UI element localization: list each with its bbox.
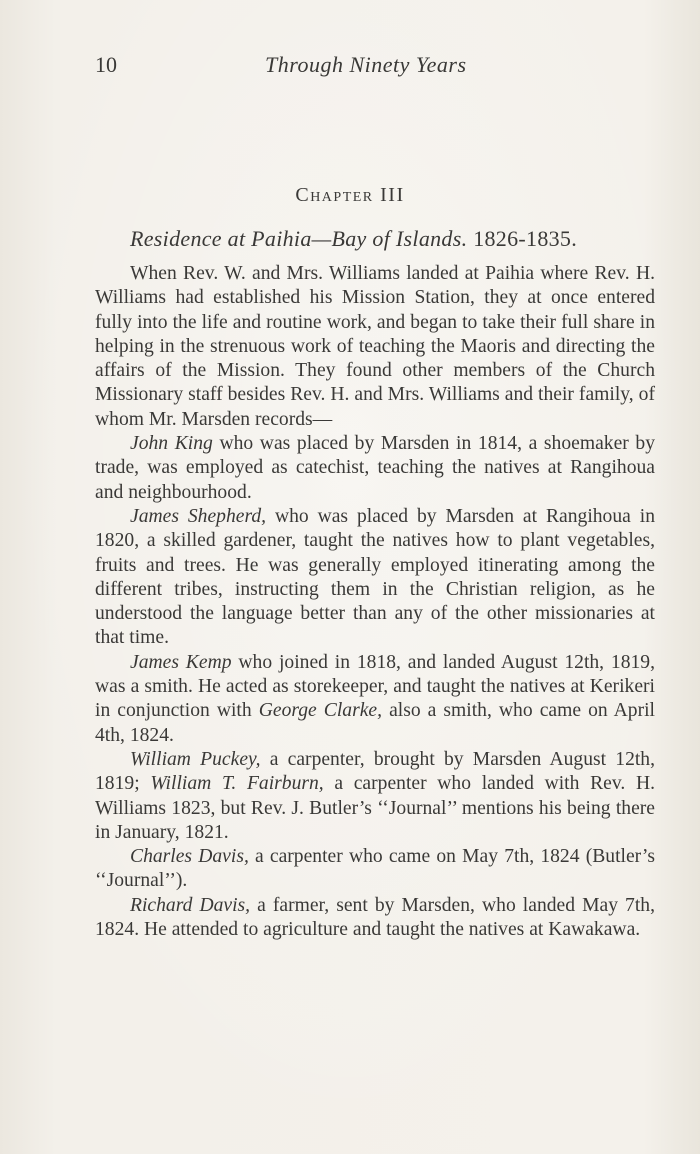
paragraph	[95, 894, 655, 943]
missionary-name: Charles Davis,	[130, 846, 249, 868]
missionary-name: William Puckey,	[130, 748, 261, 770]
page-number: 10	[95, 52, 117, 77]
missionary-name: John King	[130, 433, 213, 455]
paragraph-text: When Rev. W. and Mrs. Williams landed at Paihia where Rev. H. Williams had established his Mission Station, they at once entered fully into the life and routine work, and began to take their full share in helping in the strenuous work of teaching the Maoris and directing the affairs of the Mission. They found other members of the Church Missionary staff besides Rev. H. and Mrs. Williams and their family, of whom Mr. Marsden records—	[95, 263, 655, 430]
chapter-subtitle-place: Residence at Paihia—Bay of Islands.	[130, 226, 468, 251]
paragraph-text: a carpenter who came on May 7th, 1824 (Butler’s ‘‘Journal’’).	[95, 846, 655, 892]
paragraph-text: who was placed by Marsden at Rangihoua in 1820, a skilled gardener, taught the natives how to plant vegetables, fruits and trees. He was generally employed itinerating among the different tribes, instructing them in the Christian religion, as he understood the language better than any of the other missionaries at that time.	[95, 505, 655, 649]
paragraph	[95, 432, 655, 505]
page-header	[95, 52, 655, 82]
paragraph	[95, 505, 655, 651]
paragraph-text: a farmer, sent by Marsden, who landed May 7th, 1824. He attended to agriculture and taught the natives at Kawakawa.	[95, 894, 655, 941]
paragraph-text: who joined in 1818, and landed August 12th, 1819, was a smith. He acted as storekeeper, and taught the natives at Kerikeri in conjunction with	[95, 651, 656, 722]
chapter-subtitle-years: 1826-1835.	[473, 226, 578, 251]
running-title: Through Ninety Years	[265, 52, 467, 77]
paragraph-text: a carpenter, brought by Marsden August 12th, 1819;	[95, 748, 656, 795]
chapter-subtitle	[130, 226, 577, 252]
missionary-name: James Shepherd,	[130, 505, 267, 527]
paragraph	[95, 651, 655, 748]
paragraph-text: also a smith, who came on April 4th, 1824.	[95, 700, 655, 746]
missionary-name: George Clarke,	[258, 700, 383, 722]
paragraph-text: a carpenter who landed with Rev. H. Williams 1823, but Rev. J. Butler’s ‘‘Journal’’ mentions his being there in January, 1821.	[95, 773, 655, 843]
missionary-name: Richard Davis,	[130, 894, 251, 916]
missionary-name: William T. Fairburn,	[150, 773, 324, 795]
chapter-heading: Chapter III	[295, 184, 405, 206]
paragraph-text: who was placed by Marsden in 1814, a shoemaker by trade, was employed as catechist, teaching the natives at Rangihoua and neighbourhood.	[95, 433, 656, 503]
body-text	[95, 262, 655, 942]
missionary-name: James Kemp	[130, 651, 232, 673]
paragraph	[95, 262, 655, 432]
paragraph	[95, 845, 655, 894]
paragraph	[95, 748, 655, 845]
